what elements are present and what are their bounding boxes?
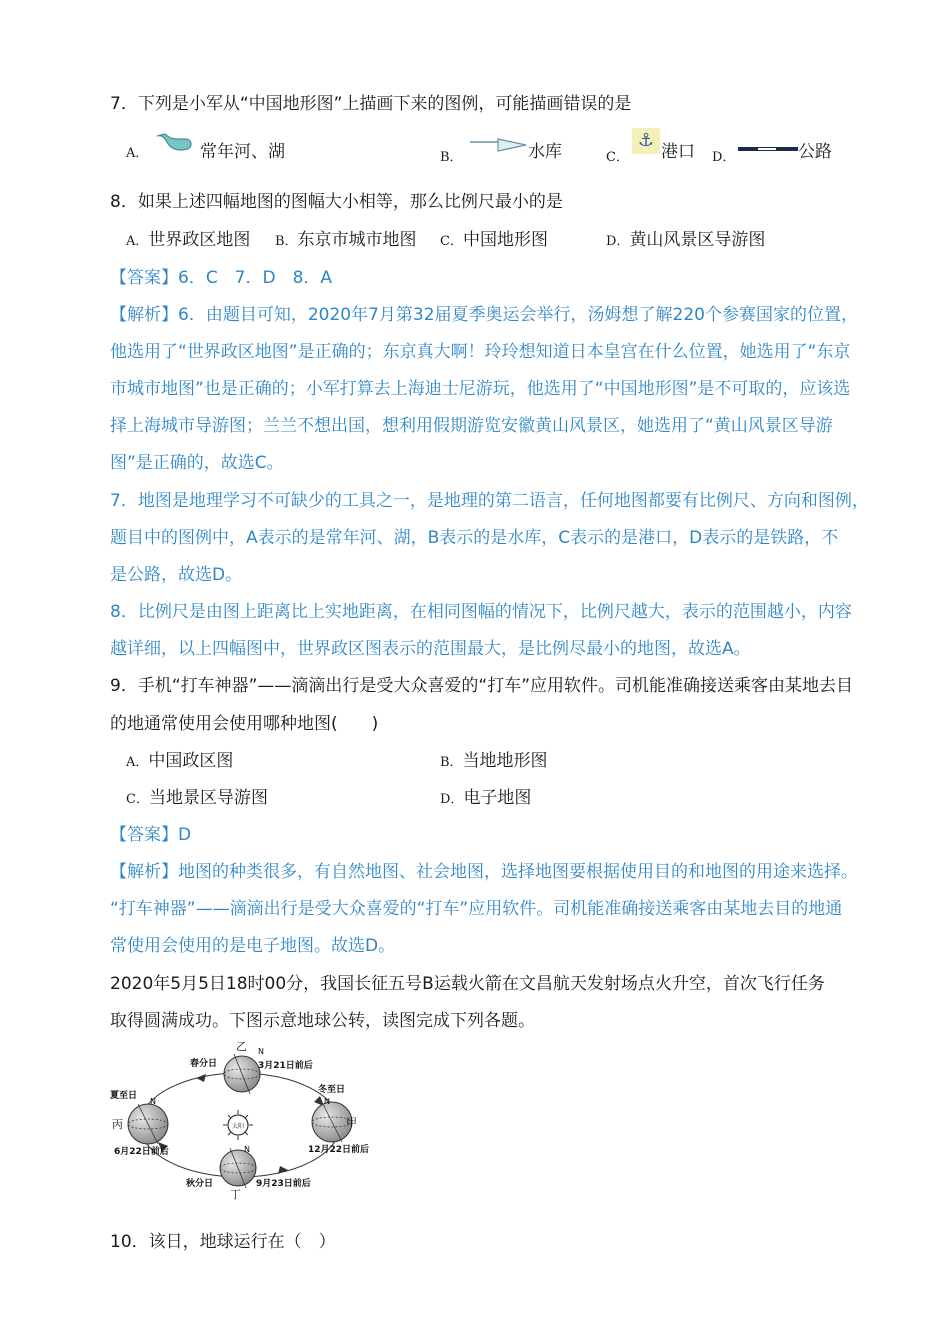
option-letter: B． bbox=[440, 755, 463, 770]
season-label: 春分日 bbox=[190, 1059, 218, 1069]
analysis-line-9: 8．比例尺是由图上距离比上实地距离，在相同图幅的情况下，比例尺越大，表示的范围越小，内容 bbox=[110, 602, 852, 622]
q9-option-c[interactable] bbox=[126, 786, 268, 812]
q8-option-a[interactable] bbox=[126, 228, 250, 254]
option-letter: C． bbox=[126, 792, 149, 807]
answer-block-1 bbox=[110, 266, 332, 290]
q7-option-b[interactable] bbox=[440, 144, 463, 170]
q8-option-d[interactable] bbox=[606, 228, 765, 254]
option-label: 东京市城市地图 bbox=[297, 230, 417, 250]
option-letter: A． bbox=[126, 146, 149, 161]
q7-option-c-label: 港口 bbox=[661, 142, 695, 162]
season-label: 秋分日 bbox=[186, 1179, 214, 1189]
analysis-tag: 【解析】 bbox=[110, 862, 178, 882]
q8-option-c[interactable] bbox=[440, 228, 548, 254]
q8-option-b[interactable] bbox=[275, 228, 417, 254]
pole-label: N bbox=[324, 1097, 330, 1106]
sun-icon bbox=[223, 1110, 253, 1140]
q7-option-c[interactable] bbox=[606, 144, 629, 170]
date-label: 6月22日前后 bbox=[114, 1147, 169, 1157]
position-label: 甲 bbox=[346, 1116, 357, 1129]
analysis-line-4: 择上海城市导游图；兰兰不想出国，想利用假期游览安徽黄山风景区，她选用了“黄山风景区导游 bbox=[110, 416, 833, 436]
answer-tag: 【答案】 bbox=[110, 268, 178, 288]
option-label: 电子地图 bbox=[463, 788, 532, 808]
reservoir-icon bbox=[470, 136, 530, 154]
option-label: 黄山风景区导游图 bbox=[629, 230, 766, 250]
analysis-line-7: 题目中的图例中，A表示的是常年河、湖，B表示的是水库，C表示的是港口，D表示的是铁路，不 bbox=[110, 528, 839, 548]
option-letter: C． bbox=[606, 150, 629, 165]
analysis-line-10: 越详细，以上四幅图中，世界政区图表示的范围最大，是比例尽最小的地图，故选A。 bbox=[110, 639, 751, 659]
analysis-line-3: 市城市地图”也是正确的；小军打算去上海迪士尼游玩，他选用了“中国地形图”是不可取的，应该选 bbox=[110, 379, 851, 399]
q7-option-a[interactable] bbox=[126, 140, 148, 166]
date-label: 9月23日前后 bbox=[256, 1179, 311, 1189]
date-label: 3月21日前后 bbox=[258, 1061, 313, 1071]
earth-revolution-diagram bbox=[110, 1040, 390, 1200]
q8-stem: 8．如果上述四幅地图的图幅大小相等，那么比例尺最小的是 bbox=[110, 192, 563, 212]
q7-option-d-label: 公路 bbox=[798, 142, 832, 162]
earth-position-yi bbox=[190, 1040, 313, 1094]
option-letter: B． bbox=[275, 234, 298, 249]
analysis-line-1: 【解析】6．由题目可知，2020年7月第32届夏季奥运会举行，汤姆想了解220个参赛国家的位置， bbox=[110, 305, 858, 325]
analysis-line-6: 7．地图是地理学习不可缺少的工具之一，是地理的第二语言，任何地图都要有比例尺、方向和图例， bbox=[110, 491, 869, 511]
analysis-line-2: 他选用了“世界政区地图”是正确的；东京真大啊！玲玲想知道日本皇宫在什么位置，她选用了“东京 bbox=[110, 342, 851, 362]
pole-label: N bbox=[150, 1097, 156, 1106]
earth-position-bing bbox=[110, 1089, 169, 1157]
option-letter: D． bbox=[606, 234, 630, 249]
railway-icon bbox=[738, 144, 800, 154]
orbit-arrow bbox=[196, 1074, 206, 1082]
answer-block-2 bbox=[110, 823, 191, 847]
analysis-tag: 【解析】 bbox=[110, 305, 178, 325]
season-label: 冬至日 bbox=[318, 1085, 346, 1095]
analysis-line-5: 图”是正确的，故选C。 bbox=[110, 453, 284, 473]
analysis2-line-1: 【解析】地图的种类很多，有自然地图、社会地图，选择地图要根据使用目的和地图的用途来选择。 bbox=[110, 862, 858, 882]
lake-river-icon bbox=[155, 130, 195, 156]
option-label: 当地地形图 bbox=[462, 751, 548, 771]
pole-label: N bbox=[244, 1145, 250, 1154]
earth-position-ding bbox=[185, 1145, 311, 1200]
position-label: 乙 bbox=[236, 1040, 247, 1053]
option-letter: D． bbox=[712, 150, 736, 165]
answer-tag: 【答案】 bbox=[110, 825, 178, 845]
option-label: 世界政区地图 bbox=[148, 230, 251, 250]
intro-line-2: 取得圆满成功。下图示意地球公转，读图完成下列各题。 bbox=[110, 1011, 535, 1031]
season-label: 夏至日 bbox=[110, 1091, 138, 1101]
orbit-arrow bbox=[278, 1166, 288, 1174]
position-label: 丙 bbox=[112, 1118, 123, 1131]
q7-stem: 7．下列是小军从“中国地形图”上描画下来的图例，可能描画错误的是 bbox=[110, 94, 632, 114]
anchor-icon: ⚓ bbox=[632, 128, 660, 154]
answer-text: 6．C 7．D 8．A bbox=[178, 268, 333, 288]
earth-position-jia bbox=[308, 1083, 369, 1155]
q10-stem: 10．该日，地球运行在（ ） bbox=[110, 1232, 336, 1252]
position-label: 丁 bbox=[230, 1188, 241, 1200]
q7-option-b-label: 水库 bbox=[528, 142, 562, 162]
option-letter: D． bbox=[440, 792, 464, 807]
option-label: 中国地形图 bbox=[462, 230, 548, 250]
analysis2-line-3: 常使用会使用的是电子地图。故选D。 bbox=[110, 936, 396, 956]
q9-stem-line-1: 9．手机“打车神器”——滴滴出行是受大众喜爱的“打车”应用软件。司机能准确接送乘客由某地去目 bbox=[110, 676, 854, 696]
date-label: 12月22日前后 bbox=[308, 1145, 370, 1155]
option-label: 当地景区导游图 bbox=[148, 788, 268, 808]
intro-line-1: 2020年5月5日18时00分，我国长征五号B运载火箭在文昌航天发射场点火升空，首次飞行任务 bbox=[110, 974, 825, 994]
option-letter: B． bbox=[440, 150, 463, 165]
option-letter: C． bbox=[440, 234, 463, 249]
q9-stem-line-2: 的地通常使用会使用哪种地图( ) bbox=[110, 714, 379, 734]
q7-option-a-label: 常年河、湖 bbox=[200, 142, 285, 162]
analysis-line-8: 是公路，故选D。 bbox=[110, 565, 243, 585]
option-letter: A． bbox=[126, 234, 149, 249]
q9-option-a[interactable] bbox=[126, 749, 233, 775]
analysis2-line-2: “打车神器”——滴滴出行是受大众喜爱的“打车”应用软件。司机能准确接送乘客由某地去目的地通 bbox=[110, 899, 843, 919]
pole-label: N bbox=[258, 1047, 264, 1056]
q9-option-d[interactable] bbox=[440, 786, 531, 812]
answer-text: D bbox=[178, 825, 192, 845]
option-label: 中国政区图 bbox=[148, 751, 234, 771]
option-letter: A． bbox=[126, 755, 149, 770]
q9-option-b[interactable] bbox=[440, 749, 548, 775]
sun-label: 太阳 bbox=[231, 1123, 245, 1130]
q7-option-d[interactable] bbox=[712, 144, 735, 170]
